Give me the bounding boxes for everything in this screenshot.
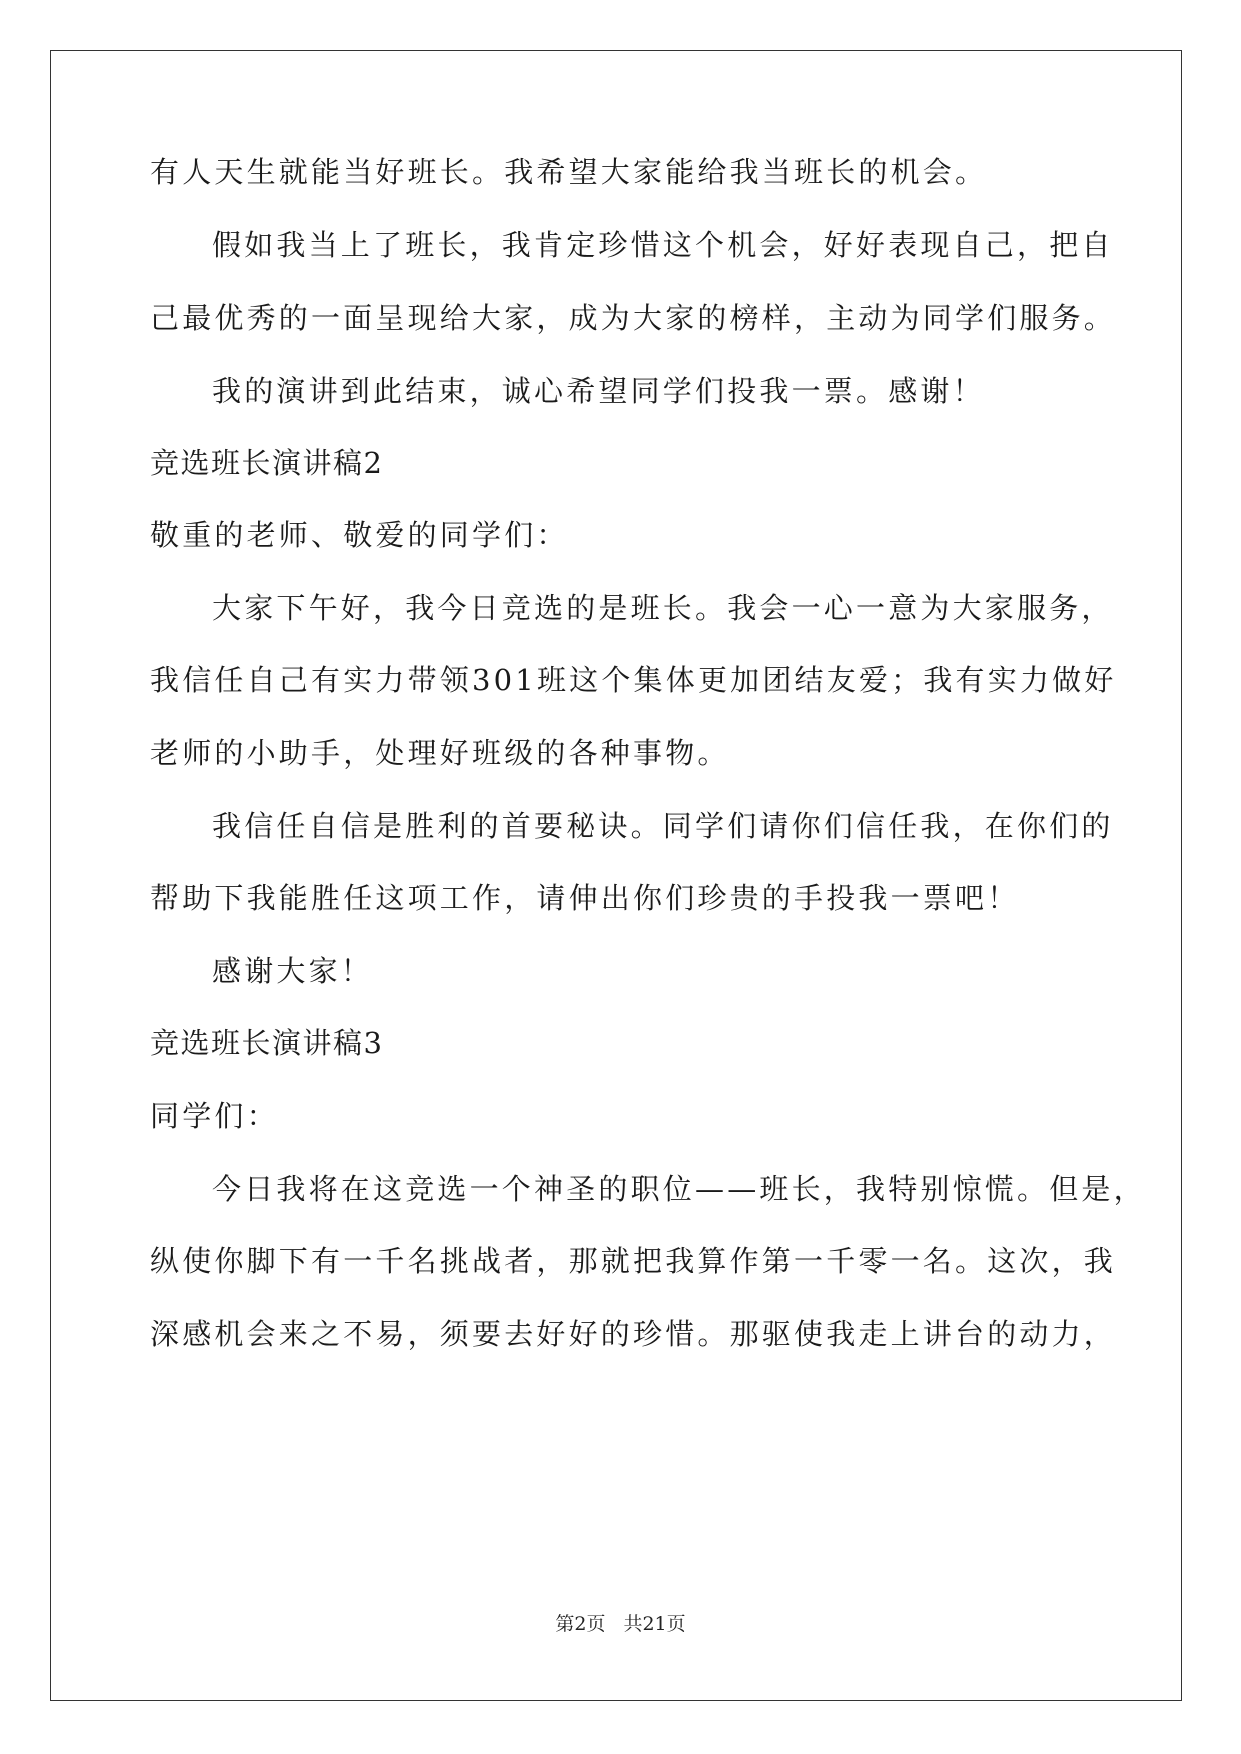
page-number: 第2页	[555, 1613, 606, 1635]
salutation: 敬重的老师、敬爱的同学们：	[150, 518, 569, 552]
paragraph-line: 今日我将在这竞选一个神圣的职位——班长，我特别惊慌。但是，	[212, 1172, 1146, 1206]
page-total: 共21页	[623, 1613, 686, 1635]
paragraph-line: 有人天生就能当好班长。我希望大家能给我当班长的机会。	[150, 155, 988, 189]
paragraph-line: 我信任自信是胜利的首要秘诀。同学们请你们信任我，在你们的	[212, 809, 1114, 843]
paragraph-line: 我的演讲到此结束，诚心希望同学们投我一票。感谢！	[212, 374, 985, 408]
section-heading: 竞选班长演讲稿2	[150, 446, 384, 480]
paragraph-line: 己最优秀的一面呈现给大家，成为大家的榜样，主动为同学们服务。	[150, 301, 1117, 335]
paragraph-line: 深感机会来之不易，须要去好好的珍惜。那驱使我走上讲台的动力，	[150, 1317, 1117, 1351]
paragraph-line: 假如我当上了班长，我肯定珍惜这个机会，好好表现自己，把自	[212, 228, 1114, 262]
paragraph-line: 感谢大家！	[212, 954, 374, 988]
paragraph-line: 大家下午好，我今日竞选的是班长。我会一心一意为大家服务，	[212, 591, 1114, 625]
paragraph-line: 我信任自己有实力带领301班这个集体更加团结友爱；我有实力做好	[150, 663, 1117, 697]
paragraph-line: 帮助下我能胜任这项工作，请伸出你们珍贵的手投我一票吧！	[150, 881, 1020, 915]
paragraph-line: 老师的小助手，处理好班级的各种事物。	[150, 736, 730, 770]
salutation: 同学们：	[150, 1099, 279, 1133]
page-footer	[0, 1612, 1241, 1636]
paragraph-line: 纵使你脚下有一千名挑战者，那就把我算作第一千零一名。这次，我	[150, 1244, 1117, 1278]
section-heading: 竞选班长演讲稿3	[150, 1026, 384, 1060]
